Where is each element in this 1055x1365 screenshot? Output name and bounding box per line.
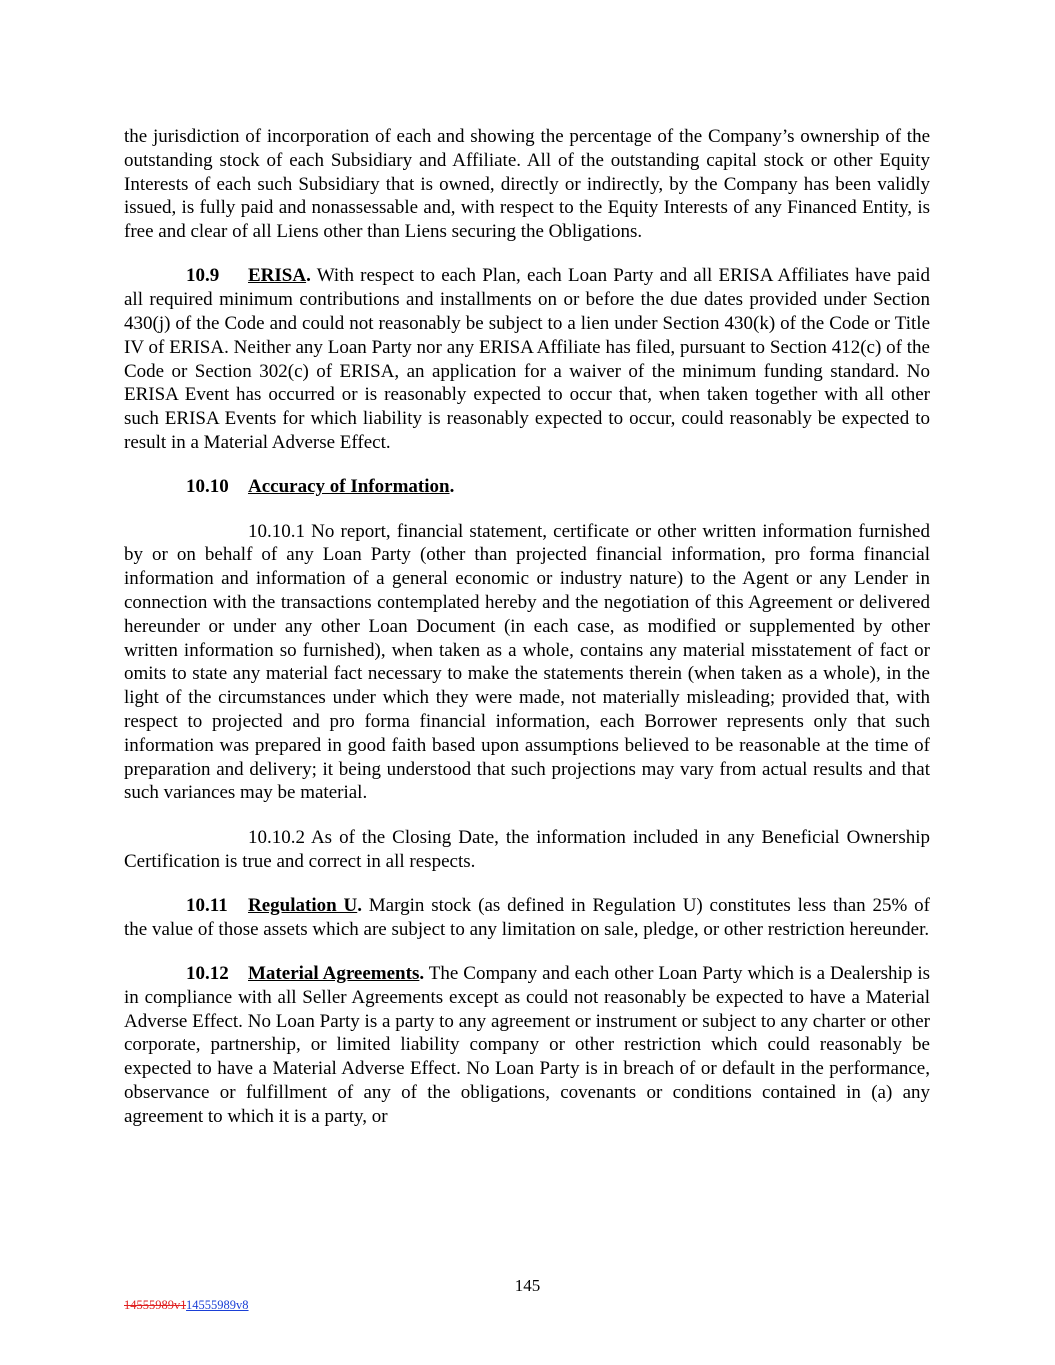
paragraph-continuation: the jurisdiction of incorporation of each and showing the percentage of the Company’s ownership of the outstanding stock of each Subsidiary and Affiliate. All of the outstanding capital stock or other Equity Interests of each such Subsidiary that is owned, directly or indirectly, by the Company has been validly issued, is fully paid and nonassessable and, with respect to the Equity Interests of any Financed Entity, is free and clear of all Liens other than Liens securing the Obligations. — [124, 126, 930, 243]
section-heading: ERISA — [248, 265, 307, 287]
document-id-old: 14555989v1 — [124, 1298, 187, 1312]
section-number: 10.12 — [186, 962, 229, 984]
section-number: 10.9 — [186, 265, 220, 287]
document-id-new: 14555989v8 — [186, 1298, 249, 1312]
section-number: 10.10 — [186, 476, 229, 498]
document-body — [124, 125, 930, 1128]
section-10-12: 10.12 Material Agreements. The Company and each other Loan Party which is a Dealership is in compliance with all Seller Agreements except as could not reasonably be expected to have a Material Adverse Effect. No Loan Party is a party to any agreement or instrument or subject to any charter or other corporate, partnership, or limited liability company or other restriction which could reasonably be expected to have a Material Adverse Effect. No Loan Party is in breach of or default in the performance, observance or fulfillment of any of the obligations, covenants or conditions contained in (a) any agreement to which it is a party, or — [124, 962, 930, 1127]
section-10-10: 10.10 Accuracy of Information. — [186, 476, 455, 498]
subsection-10-10-2: 10.10.2 As of the Closing Date, the information included in any Beneficial Ownership Certification is true and correct in all respects. — [124, 826, 930, 872]
section-body: The Company and each other Loan Party which is a Dealership is in compliance with all Seller Agreements except as could not reasonably be expected to have a Material Adverse Effect. No Loan Party is a party to any agreement or instrument or subject to any charter or other corporate, partnership, or limited liability company or other restriction which could reasonably be expected to have a Material Adverse Effect. No Loan Party is in breach of or default in the performance, observance or fulfillment of any of the obligations, covenants or conditions contained in (a) any agreement to which it is a party, or — [124, 962, 930, 1127]
section-body: With respect to each Plan, each Loan Party and all ERISA Affiliates have paid all required minimum contributions and installments on or before the due dates provided under Section 430(j) of the Code and could not reasonably be subject to a lien under Section 430(k) of the Code or Title IV of ERISA. Neither any Loan Party nor any ERISA Affiliate has filed, pursuant to Section 412(c) of the Code or Section 302(c) of ERISA, an application for a waiver of the minimum funding standard. No ERISA Event has occurred or is reasonably expected to occur that, when taken together with all other such ERISA Events for which liability is reasonably expected to occur, could reasonably be expected to result in a Material Adverse Effect. — [124, 265, 930, 454]
section-number: 10.11 — [186, 894, 228, 916]
section-heading: Material Agreements — [248, 962, 420, 984]
section-heading: Accuracy of Information — [248, 476, 450, 498]
section-body: Margin stock (as defined in Regulation U) constitutes less than 25% of the value of those assets which are subject to any limitation on sale, pledge, or other restriction hereunder. — [124, 894, 930, 940]
section-10-9: 10.9 ERISA. With respect to each Plan, each Loan Party and all ERISA Affiliates have paid all required minimum contributions and installments on or before the due dates provided under Section 430(j) of the Code and could not reasonably be subject to a lien under Section 430(k) of the Code or Title IV of ERISA. Neither any Loan Party nor any ERISA Affiliate has filed, pursuant to Section 412(c) of the Code or Section 302(c) of ERISA, an application for a waiver of the minimum funding standard. No ERISA Event has occurred or is reasonably expected to occur that, when taken together with all other such ERISA Events for which liability is reasonably expected to occur, could reasonably be expected to result in a Material Adverse Effect. — [124, 265, 930, 454]
subsection-10-10-1: 10.10.1 No report, financial statement, certificate or other written information furnished by or on behalf of any Loan Party (other than projected financial information, pro forma financial information and information of a general economic or industry nature) to the Agent or any Lender in connection with the transactions contemplated hereby and the negotiation of this Agreement or delivered hereunder or under any other Loan Document (in each case, as modified or supplemented by other written information so furnished), when taken as a whole, contains any material misstatement of fact or omits to state any material fact necessary to make the statements therein (when taken as a whole), in the light of the circumstances under which they were made, not materially misleading; provided that, with respect to projected and pro forma financial information, each Borrower represents only that such information was prepared in good faith based upon assumptions believed to be reasonable at the time of preparation and delivery; it being understood that such projections may vary from actual results and that such variances may be material. — [124, 520, 930, 804]
document-id — [124, 1298, 249, 1313]
section-10-11: 10.11 Regulation U. Margin stock (as defined in Regulation U) constitutes less than 25% of the value of those assets which are subject to any limitation on sale, pledge, or other restriction hereunder. — [124, 894, 930, 940]
section-heading: Regulation U — [248, 894, 358, 916]
page-number: 145 — [514, 1276, 541, 1295]
